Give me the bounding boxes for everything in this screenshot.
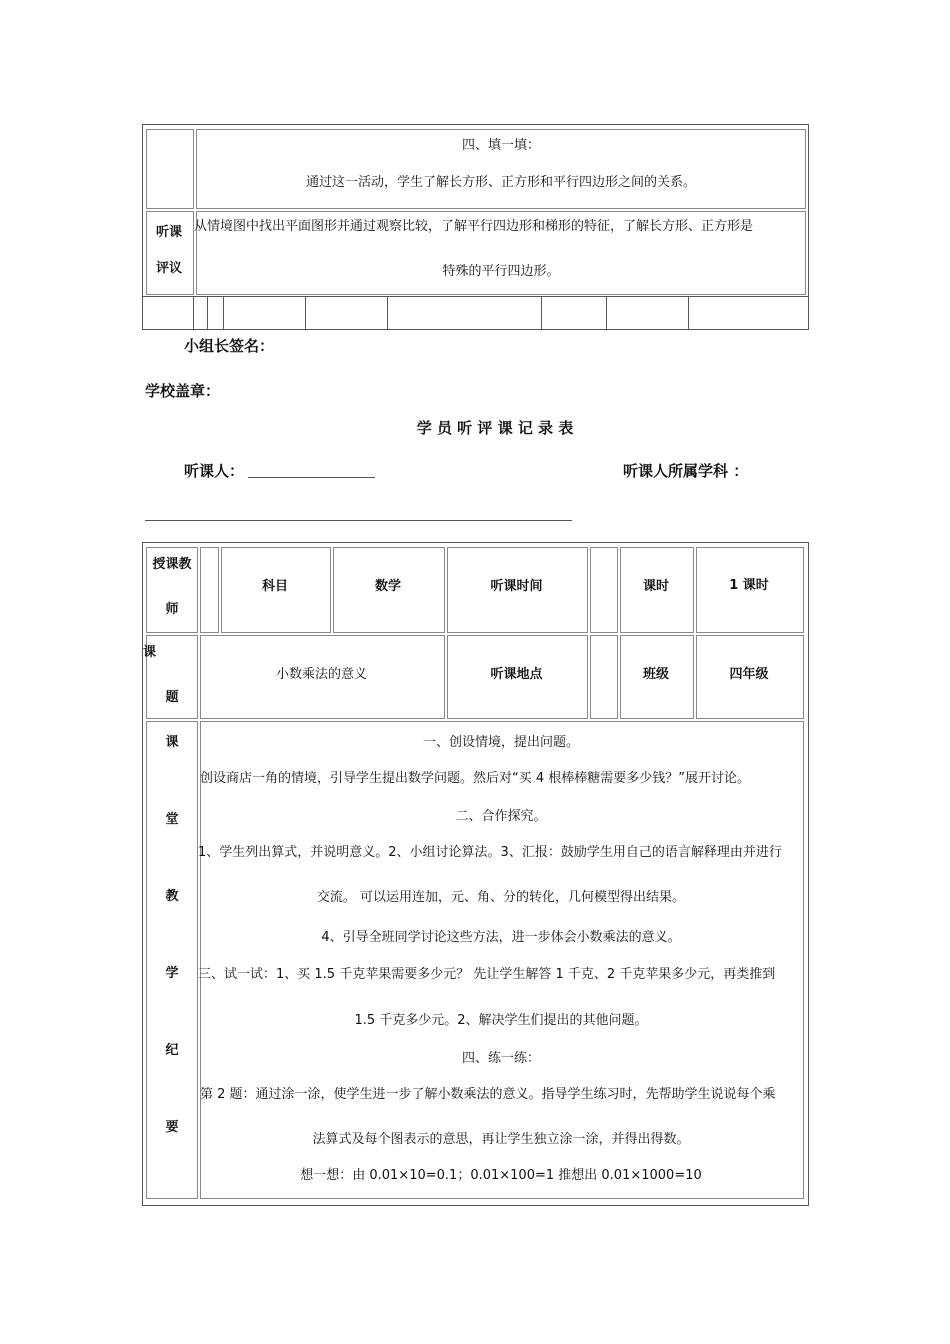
record-label-char: 教 (165, 889, 179, 904)
period-label: 课时 (642, 579, 669, 594)
listener-subject-underline (145, 520, 572, 521)
time-value-cell (590, 547, 618, 633)
place-label: 听课地点 (490, 667, 543, 682)
subject-value: 数学 (374, 579, 401, 594)
class-label: 班级 (642, 667, 669, 682)
record-line: 交流。 可以运用连加，元、角、分的转化，几何模型得出结果。 (316, 890, 686, 905)
topic-label-1: 课 (143, 645, 157, 660)
form-title: 学 员 听 评 课 记 录 表 (416, 419, 574, 437)
place-value-cell (590, 635, 618, 719)
record-label-char: 纪 (165, 1043, 179, 1058)
record-line: 1.5 千克多少元。2、解决学生们提出的其他问题。 (354, 1013, 648, 1028)
record-line: 4、引导全班同学讨论这些方法，进一步体会小数乘法的意义。 (321, 930, 681, 945)
record-line: 1、学生列出算式，并说明意义。2、小组讨论算法。3、汇报：鼓励学生用自己的语言解释理由并进行 (198, 845, 782, 860)
record-line: 第 2 题：通过涂一涂，使学生进一步了解小数乘法的意义。指导学生练习时，先帮助学生说说每个乘 (200, 1087, 776, 1102)
subject-label: 科目 (261, 579, 288, 594)
comment-line-1: 从情境图中找出平面图形并通过观察比较，了解平行四边形和梯形的特征，了解长方形、正方形是 (194, 219, 754, 234)
listener-underline (248, 477, 375, 478)
school-seal-label: 学校盖章： (145, 382, 221, 400)
record-label-char: 课 (165, 735, 179, 750)
top-table-empty-row (142, 296, 809, 330)
lesson-record-table (142, 542, 809, 1206)
top-left-empty-cell (146, 129, 194, 209)
section4-title: 四、填一填： (461, 138, 540, 153)
record-line: 一、创设情境，提出问题。 (422, 735, 579, 750)
listener-label: 听课人： (184, 462, 245, 480)
comment-label-2: 评议 (155, 261, 182, 276)
class-value: 四年级 (729, 667, 769, 682)
record-line: 创设商店一角的情境，引导学生提出数学问题。然后对“买 4 根棒棒糖需要多少钱？”展开讨论。 (200, 771, 751, 786)
topic-label-2: 题 (165, 690, 179, 705)
record-line: 想一想：由 0.01×10=0.1；0.01×100=1 推想出 0.01×1000=10 (300, 1168, 702, 1183)
record-line: 四、练一练： (461, 1051, 540, 1066)
teacher-value-cell (200, 547, 219, 633)
record-label-char: 学 (165, 966, 179, 981)
topic-value: 小数乘法的意义 (275, 667, 367, 682)
record-line: 三、试一试：1、买 1.5 千克苹果需要多少元？ 先让学生解答 1 千克、2 千克苹果多少元，再类推到 (198, 967, 776, 982)
record-line: 法算式及每个图表示的意思，再让学生独立涂一涂，并得出得数。 (312, 1132, 690, 1147)
teacher-label-1: 授课教 (152, 557, 192, 572)
record-line: 二、合作探究。 (455, 809, 547, 824)
comment-line-2: 特殊的平行四边形。 (442, 264, 560, 279)
period-value: 1 课时 (729, 578, 769, 593)
teacher-label-2: 师 (165, 602, 179, 617)
group-leader-signature-label: 小组长签名： (184, 337, 275, 355)
time-label: 听课时间 (490, 579, 543, 594)
listener-subject-label: 听课人所属学科 ： (623, 462, 749, 480)
record-label-char: 堂 (165, 812, 179, 827)
record-label-char: 要 (165, 1120, 179, 1135)
section4-text: 通过这一活动，学生了解长方形、正方形和平行四边形之间的关系。 (305, 175, 696, 190)
comment-label-1: 听课 (155, 225, 182, 240)
